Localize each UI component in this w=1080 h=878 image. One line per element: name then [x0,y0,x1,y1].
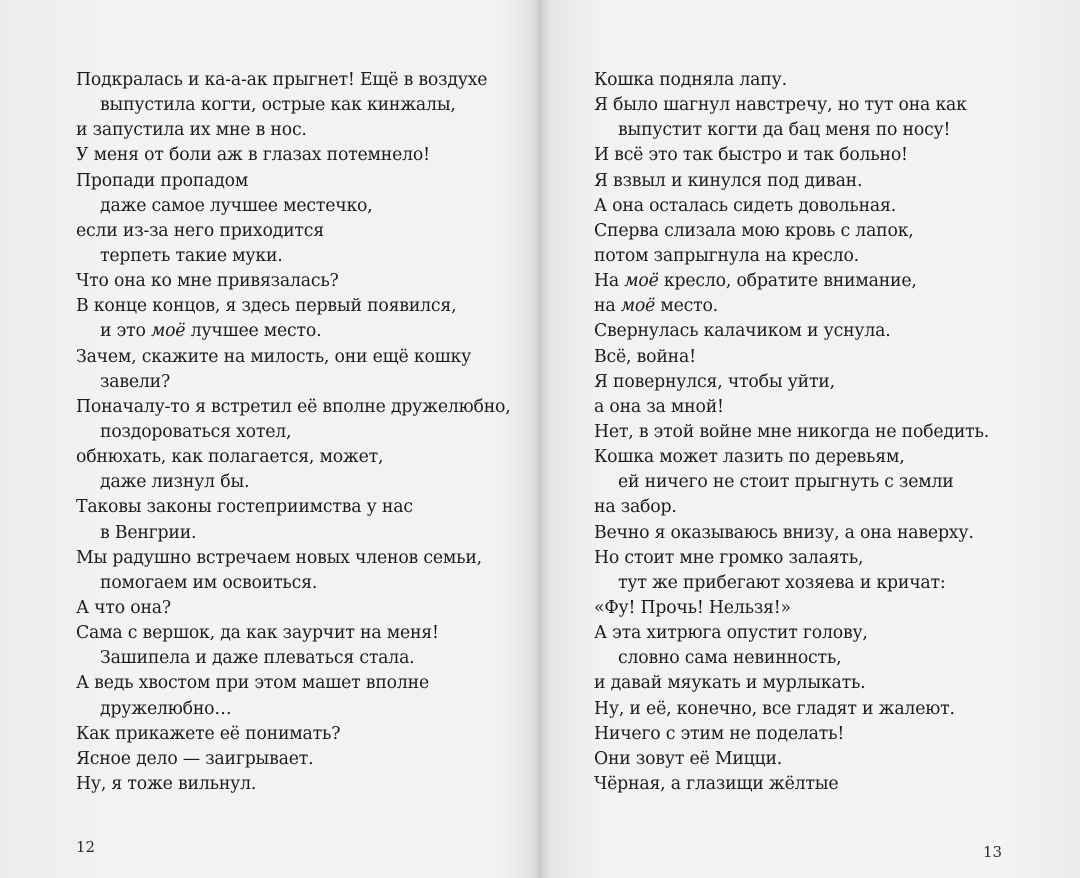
text-segment: место. [655,296,718,317]
text-segment: если из-за него приходится [76,220,324,241]
text-segment: А ведь хвостом при этом машет вполне [76,673,429,694]
text-segment: и давай мяукать и мурлыкать. [594,673,866,694]
text-segment: выпустила когти, острые как кинжалы, [100,95,456,116]
text-line [594,521,1034,546]
text-segment: терпеть такие муки. [100,245,283,266]
text-segment: в Венгрии. [100,522,197,543]
text-segment: Сперва слизала мою кровь с лапок, [594,220,914,241]
book-gutter [528,0,552,878]
text-segment: Кошка подняла лапу. [594,70,787,90]
text-line [76,68,516,93]
text-line [76,671,516,696]
text-segment: даже лизнул бы. [100,472,250,493]
text-line [594,747,1034,772]
text-segment: Как прикажете её понимать? [76,723,341,744]
text-segment: Свернулась калачиком и уснула. [594,321,891,342]
text-segment: ей ничего не стоит прыгнуть с земли [618,472,954,493]
text-segment: даже самое лучшее местечко, [100,195,373,216]
text-segment: Я взвыл и кинулся под диван. [594,170,863,191]
text-segment: Ничего с этим не поделать! [594,723,845,744]
text-segment: а она за мной! [594,396,724,417]
text-line [76,319,516,344]
text-line [594,571,1034,596]
text-segment: тут же прибегают хозяева и кричат: [618,572,946,593]
text-segment: «Фу! Прочь! Нельзя!» [594,597,791,618]
text-segment: Кошка может лазить по деревьям, [594,447,905,468]
text-line [76,219,516,244]
text-line [594,118,1034,143]
text-segment: Но стоит мне громко залаять, [594,547,864,568]
text-line [594,395,1034,420]
text-segment: На [594,271,625,292]
text-line [76,244,516,269]
text-segment: Зачем, скажите на милость, они ещё кошку [76,346,472,367]
text-segment: обнюхать, как полагается, может, [76,447,384,468]
left-page-text [76,68,516,797]
text-line [594,772,1034,797]
emphasized-word: моё [150,321,186,342]
text-line [594,219,1034,244]
text-segment: помогаем им освоиться. [100,572,318,593]
text-line [76,445,516,470]
text-line [594,169,1034,194]
text-segment: А эта хитрюга опустит голову, [594,623,868,644]
text-line [76,621,516,646]
text-segment: кресло, обратите внимание, [658,271,917,292]
text-segment: Я было шагнул навстречу, но тут она как [594,95,967,116]
text-segment: Зашипела и даже плеваться стала. [100,648,415,669]
text-line [76,722,516,747]
text-segment: и запустила их мне в нос. [76,120,307,141]
text-segment: Ну, и её, конечно, все гладят и жалеют. [594,698,955,719]
text-segment: А что она? [76,597,171,618]
text-line [76,169,516,194]
text-segment: лучшее место. [185,321,322,342]
text-line [76,495,516,520]
text-line [76,294,516,319]
text-line [594,646,1034,671]
text-segment: У меня от боли аж в глазах потемнело! [76,145,430,166]
text-line [76,546,516,571]
text-line [76,370,516,395]
text-line [594,697,1034,722]
text-line [76,93,516,118]
text-line [594,269,1034,294]
text-line [76,772,516,797]
text-segment: Ясное дело — заигрывает. [76,748,314,769]
text-segment: поздороваться хотел, [100,421,292,442]
text-segment: А она осталась сидеть довольная. [594,195,897,216]
emphasized-word: моё [624,271,659,292]
text-segment: и это [100,321,151,342]
text-segment: Таковы законы гостеприимства у нас [76,497,413,518]
text-segment: выпустит когти да бац меня по носу! [618,120,951,141]
text-line [594,143,1034,168]
text-line [594,445,1034,470]
text-line [594,294,1034,319]
text-segment: Чёрная, а глазищи жёлтые [594,773,839,794]
text-line [76,697,516,722]
text-segment: Сама с вершок, да как заурчит на меня! [76,623,439,644]
text-line [594,621,1034,646]
text-segment: словно сама невинность, [618,648,842,669]
text-segment: Подкралась и ка-а-ак прыгнет! Ещё в воздухе [76,70,488,90]
text-segment: Что она ко мне привязалась? [76,271,339,292]
text-segment: Вечно я оказываюсь внизу, а она наверху. [594,522,974,543]
text-segment: потом запрыгнула на кресло. [594,245,859,266]
text-line [76,420,516,445]
text-segment: на [594,296,621,317]
text-line [594,319,1034,344]
text-line [594,68,1034,93]
text-line [594,244,1034,269]
text-segment: Всё, война! [594,346,696,367]
text-segment: Мы радушно встречаем новых членов семьи, [76,547,482,568]
text-segment: на забор. [594,497,677,518]
text-line [594,495,1034,520]
text-line [76,470,516,495]
text-line [76,521,516,546]
text-segment: завели? [100,371,171,392]
text-line [594,671,1034,696]
text-segment: Нет, в этой войне мне никогда не победить. [594,421,990,442]
text-line [76,269,516,294]
text-line [594,93,1034,118]
text-line [76,194,516,219]
text-line [594,546,1034,571]
text-line [594,596,1034,621]
text-line [76,646,516,671]
text-line [594,470,1034,495]
page-number-right: 13 [983,843,1003,861]
text-line [76,143,516,168]
text-segment: Пропади пропадом [76,170,249,191]
text-line [76,596,516,621]
text-segment: Они зовут её Мицци. [594,748,783,769]
text-line [594,345,1034,370]
text-line [594,722,1034,747]
text-segment: дружелюбно… [100,698,232,719]
text-segment: Я повернулся, чтобы уйти, [594,371,835,392]
right-page-text [594,68,1034,797]
text-line [76,345,516,370]
text-segment: В конце концов, я здесь первый появился, [76,296,457,317]
text-line [594,420,1034,445]
emphasized-word: моё [620,296,656,317]
text-segment: И всё это так быстро и так больно! [594,145,908,166]
page-number-left: 12 [76,838,96,856]
text-line [76,747,516,772]
text-line [76,571,516,596]
text-line [76,395,516,420]
text-segment: Поначалу-то я встретил её вполне дружелюбно, [76,396,511,417]
text-line [76,118,516,143]
text-segment: Ну, я тоже вильнул. [76,773,257,794]
text-line [594,370,1034,395]
text-line [594,194,1034,219]
